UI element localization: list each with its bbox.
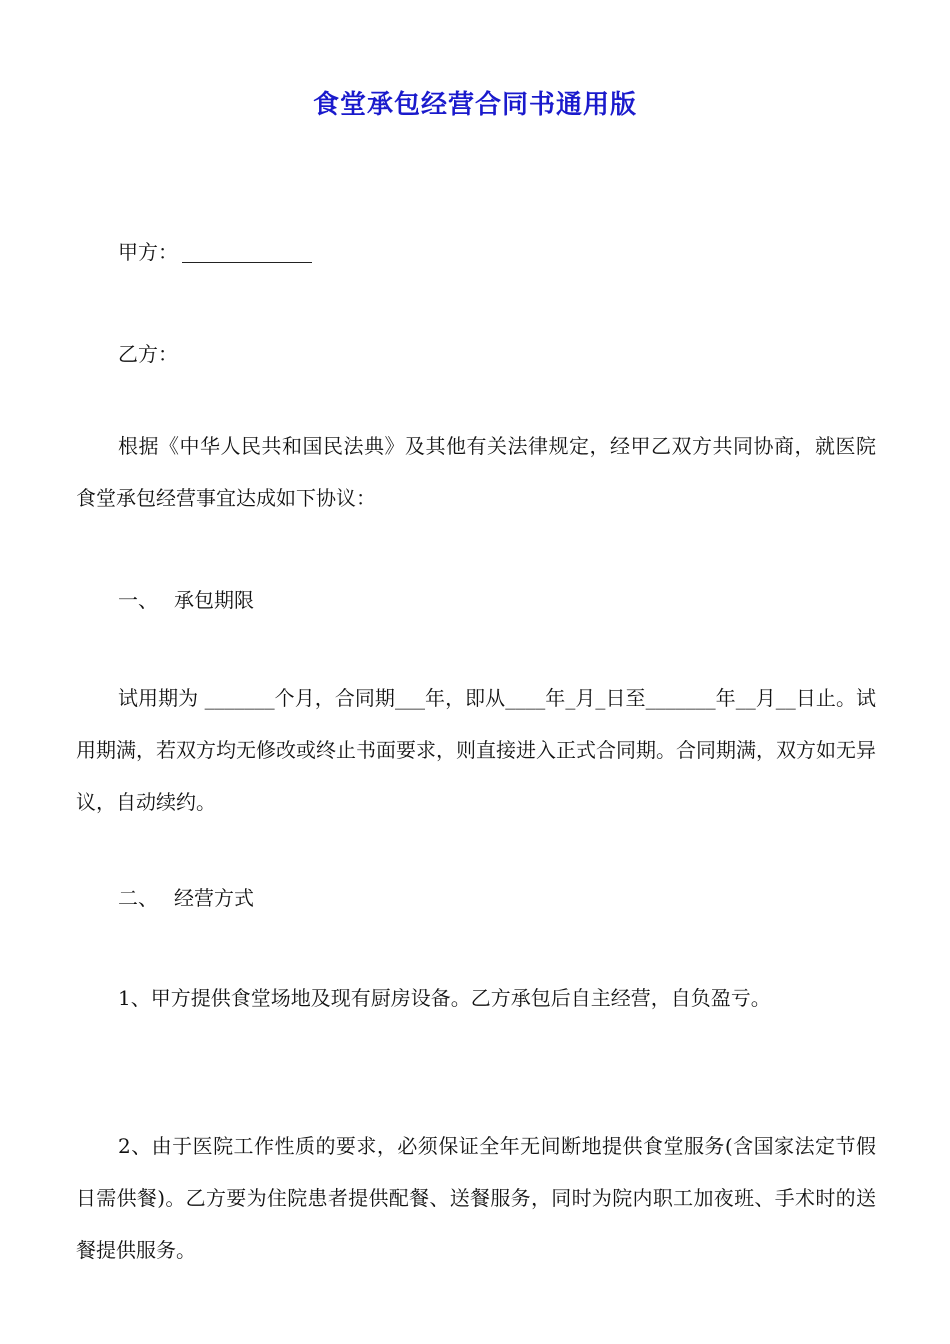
document-title: 食堂承包经营合同书通用版 — [312, 90, 637, 120]
section-2-number: 二、 — [118, 886, 158, 910]
clause-2: 2、由于医院工作性质的要求，必须保证全年无间断地提供食堂服务(含国家法定节假日需供餐)。乙方要为住院患者提供配餐、送餐服务，同时为院内职工加夜班、手术时的送餐提供服务。 — [76, 1134, 876, 1262]
clause-1: 1、甲方提供食堂场地及现有厨房设备。乙方承包后自主经营，自负盈亏。 — [118, 986, 771, 1010]
section-1-title: 承包期限 — [174, 588, 254, 612]
party-a-label: 甲方： — [118, 240, 178, 264]
preamble-paragraph: 根据《中华人民共和国民法典》及其他有关法律规定，经甲乙双方共同协商，就医院食堂承包经营事宜达成如下协议： — [76, 434, 876, 510]
section-1-heading — [76, 584, 918, 616]
party-a-line — [76, 236, 918, 268]
party-a-blank — [182, 244, 312, 263]
party-b-label: 乙方： — [118, 342, 178, 366]
section-1-body: 试用期为 _______个月，合同期___年，即从____年_月_日至_______年__月__日止。试用期满，若双方均无修改或终止书面要求，则直接进入正式合同期。合同期满，双方如无异议，自动续约。 — [76, 686, 876, 814]
section-2-heading — [76, 882, 918, 914]
party-b-line — [76, 338, 918, 370]
section-1-number: 一、 — [118, 588, 158, 612]
section-2-title: 经营方式 — [174, 886, 254, 910]
